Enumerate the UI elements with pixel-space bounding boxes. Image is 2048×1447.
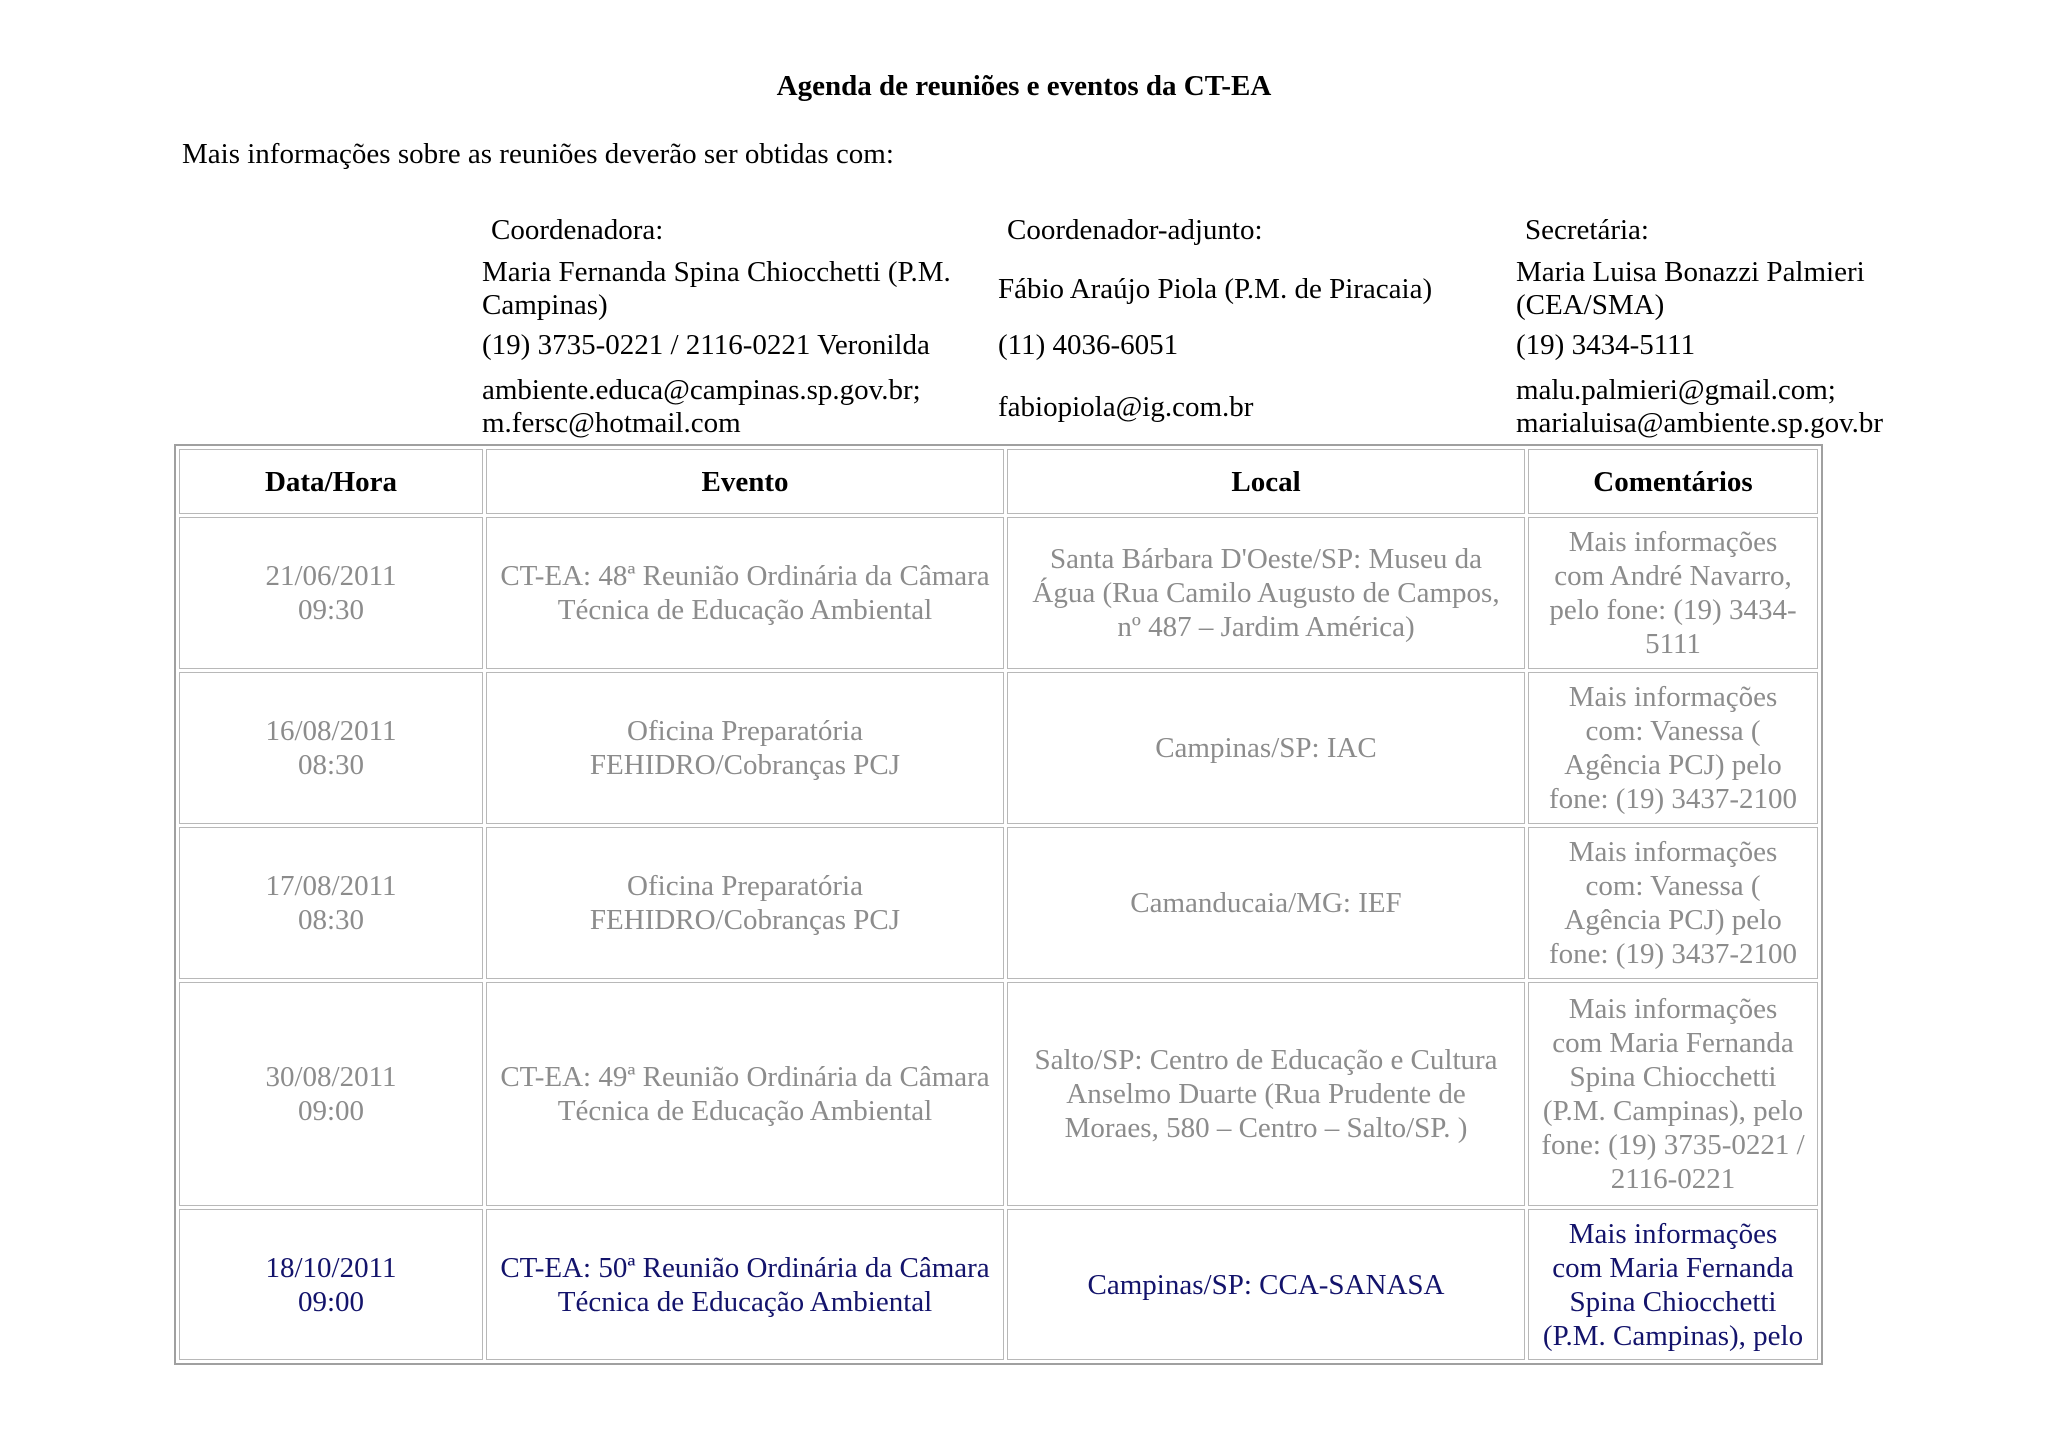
contact-email[interactable]: ambiente.educa@campinas.sp.gov.br; m.fersc@hotmail.com [482,374,921,439]
table-row [179,672,1818,824]
cell-date-time: 16/08/2011 08:30 [179,672,483,824]
contact-name: Fábio Araújo Piola (P.M. de Piracaia) [998,272,1433,305]
contact-phone: (19) 3735-0221 / 2116-0221 Veronilda [482,329,930,361]
table-row [179,827,1818,979]
cell-date-time: 17/08/2011 08:30 [179,827,483,979]
contact-role: Coordenador-adjunto: [1007,214,1263,246]
cell-event: CT-EA: 50ª Reunião Ordinária da Câmara Técnica de Educação Ambiental [486,1209,1004,1360]
cell-date-time: 30/08/2011 09:00 [179,982,483,1206]
page-title: Agenda de reuniões e eventos da CT-EA [776,70,1272,102]
cell-location: Santa Bárbara D'Oeste/SP: Museu da Água (Rua Camilo Augusto de Campos, nº 487 – Jardim América) [1007,517,1525,669]
table-row [179,1209,1818,1360]
cell-location: Camanducaia/MG: IEF [1007,827,1525,979]
cell-event: Oficina Preparatória FEHIDRO/Cobranças PCJ [486,827,1004,979]
cell-location: Campinas/SP: IAC [1007,672,1525,824]
table-header-row [179,449,1818,514]
intro-text: Mais informações sobre as reuniões deverão ser obtidas com: [182,138,894,170]
cell-comments: Mais informações com: Vanessa ( Agência PCJ) pelo fone: (19) 3437-2100 [1528,672,1818,824]
contact-role: Secretária: [1525,214,1649,246]
cell-comments: Mais informações com Maria Fernanda Spina Chiocchetti (P.M. Campinas), pelo [1528,1209,1818,1360]
table-row [179,517,1818,669]
cell-comments: Mais informações com: Vanessa ( Agência PCJ) pelo fone: (19) 3437-2100 [1528,827,1818,979]
cell-date-time: 21/06/2011 09:30 [179,517,483,669]
cell-location: Salto/SP: Centro de Educação e Cultura Anselmo Duarte (Rua Prudente de Moraes, 580 – Centro – Salto/SP. ) [1007,982,1525,1206]
contact-phone: (11) 4036-6051 [998,329,1179,361]
contact-email[interactable]: fabiopiola@ig.com.br [998,390,1254,423]
cell-comments: Mais informações com André Navarro, pelo fone: (19) 3434-5111 [1528,517,1818,669]
contact-email[interactable]: malu.palmieri@gmail.com; marialuisa@ambiente.sp.gov.br [1516,374,1884,439]
cell-location: Campinas/SP: CCA-SANASA [1007,1209,1525,1360]
cell-comments: Mais informações com Maria Fernanda Spina Chiocchetti (P.M. Campinas), pelo fone: (19) 3735-0221 / 2116-0221 [1528,982,1818,1206]
table-row [179,982,1818,1206]
header-comments: Comentários [1528,449,1818,514]
header-event: Evento [486,449,1004,514]
contact-name: Maria Fernanda Spina Chiocchetti (P.M. Campinas) [482,256,951,321]
agenda-table [174,444,1823,1365]
cell-event: CT-EA: 49ª Reunião Ordinária da Câmara Técnica de Educação Ambiental [486,982,1004,1206]
cell-event: CT-EA: 48ª Reunião Ordinária da Câmara Técnica de Educação Ambiental [486,517,1004,669]
header-date-time: Data/Hora [179,449,483,514]
header-location: Local [1007,449,1525,514]
contact-name: Maria Luisa Bonazzi Palmieri (CEA/SMA) [1516,256,1865,321]
contact-role: Coordenadora: [491,214,664,246]
contact-phone: (19) 3434-5111 [1516,329,1696,361]
cell-event: Oficina Preparatória FEHIDRO/Cobranças PCJ [486,672,1004,824]
cell-date-time: 18/10/2011 09:00 [179,1209,483,1360]
